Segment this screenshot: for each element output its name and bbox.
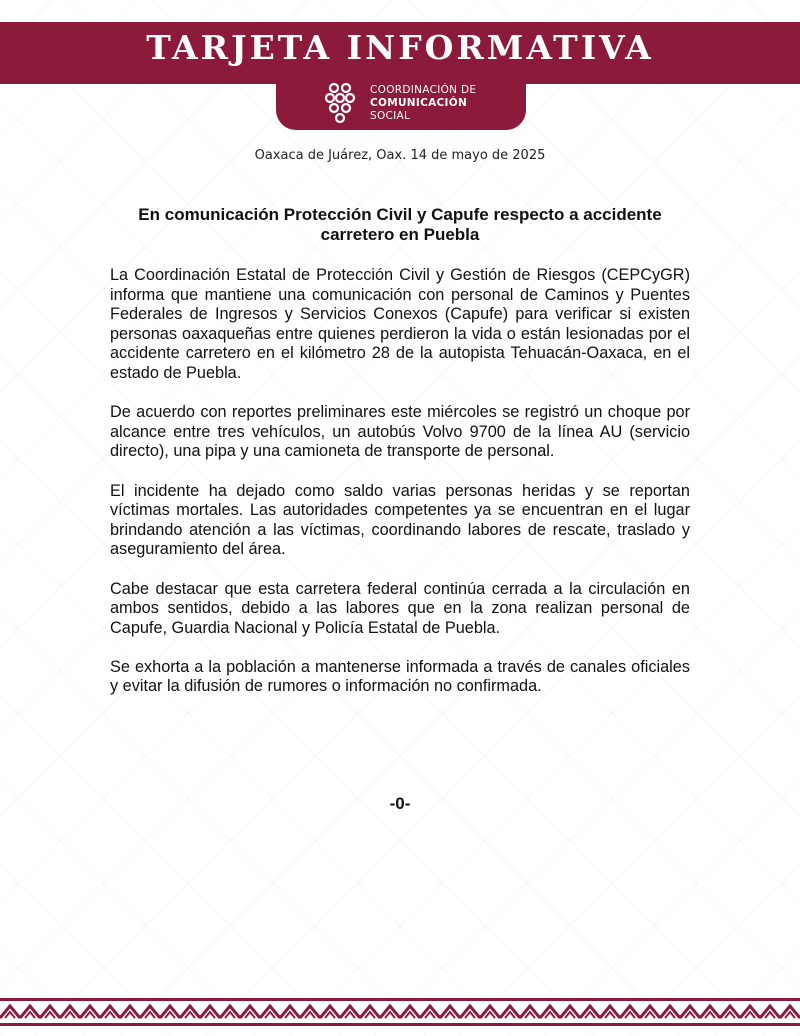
logo-line-2: COMUNICACIÓN: [370, 97, 468, 109]
paragraph-5: Se exhorta a la población a mantenerse informada a través de canales oficiales y evitar la difusión de rumores o información no confirmada.: [110, 657, 690, 696]
paragraph-4: Cabe destacar que esta carretera federal continúa cerrada a la circulación en ambos sentidos, debido a las labores que en la zona realizan personal de Capufe, Guardia Nacional y Policía Estatal de Puebla.: [110, 579, 690, 637]
logo-line-3: SOCIAL: [370, 110, 411, 122]
body-text: [110, 266, 690, 717]
closing-mark: -0-: [389, 794, 411, 813]
page-title: TARJETA INFORMATIVA: [146, 28, 654, 67]
paragraph-3: El incidente ha dejado como saldo varias personas heridas y se reportan víctimas mortales. Las autoridades competentes ya se encuentran en el lugar brindando atención a las víctimas, coordinando labores de rescate, traslado y aseguramiento del área.: [110, 481, 690, 559]
footer-pattern-border: [0, 998, 800, 1026]
headline: En comunicación Protección Civil y Capufe respecto a accidente carretero en Puebla: [138, 205, 662, 244]
paragraph-2: De acuerdo con reportes preliminares este miércoles se registró un choque por alcance entre tres vehículos, un autobús Volvo 9700 de la línea AU (servicio directo), una pipa y una camioneta de transporte de personal.: [110, 403, 690, 461]
dateline: Oaxaca de Juárez, Oax. 14 de mayo de 2025: [254, 148, 546, 163]
coordination-logo-text: [370, 84, 476, 123]
paragraph-1: La Coordinación Estatal de Protección Civil y Gestión de Riesgos (CEPCyGR) informa que mantiene una comunicación con personal de Caminos y Puentes Federales de Ingresos y Servicios Conexos (Capufe) para verificar si existen personas oaxaqueñas entre quienes perdieron la vida o están lesionadas por el accidente carretero en el kilómetro 28 de la autopista Tehuacán-Oaxaca, en el estado de Puebla.: [110, 266, 690, 382]
logo-line-1: COORDINACIÓN DE: [370, 84, 477, 96]
coordination-logo-icon: [324, 82, 356, 124]
